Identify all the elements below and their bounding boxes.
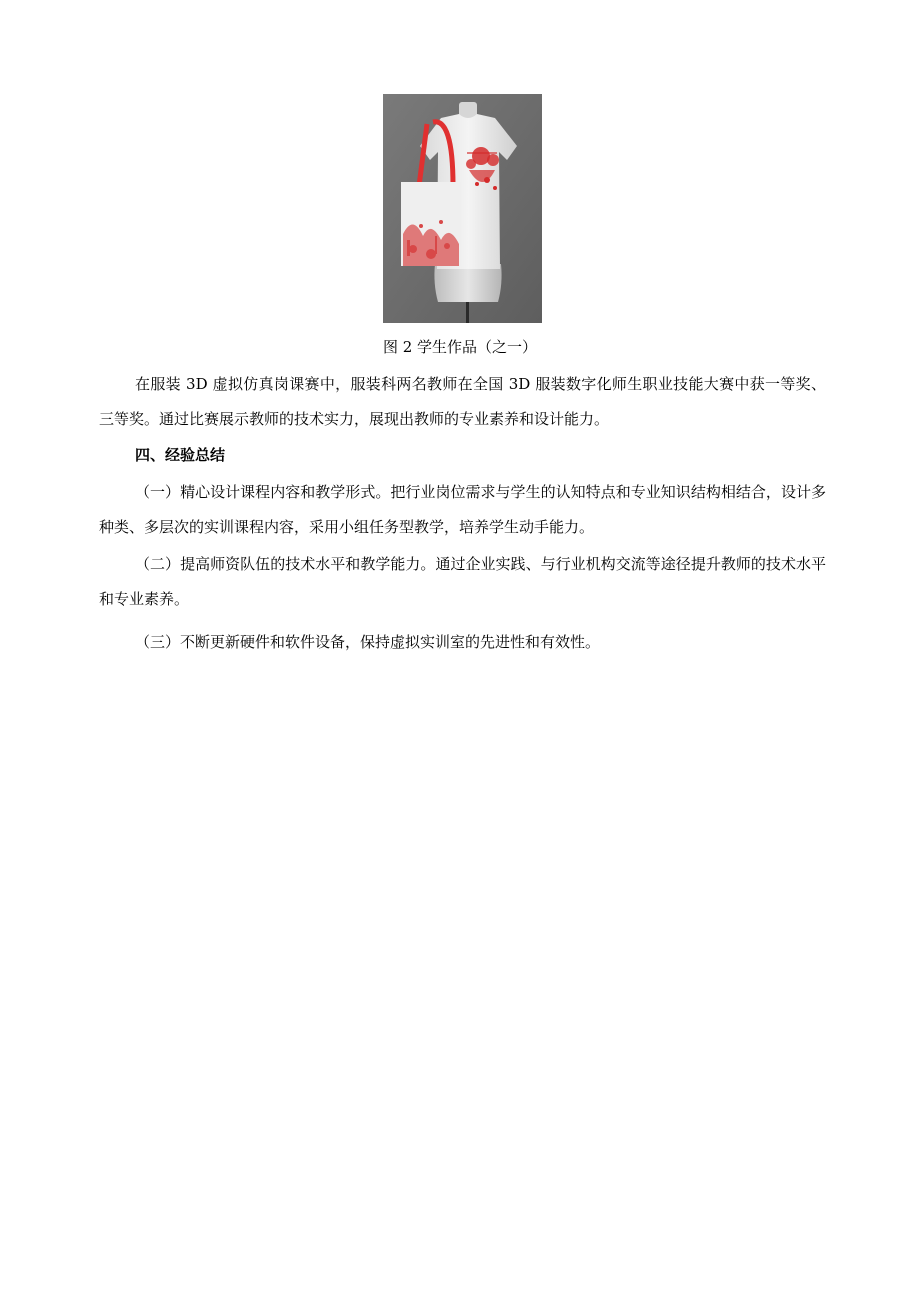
section-heading: 四、经验总结: [135, 446, 226, 464]
figure-caption: 图 2 学生作品（之一）: [382, 338, 538, 356]
body-paragraph: 在服装 3D 虚拟仿真岗课赛中，服装科两名教师在全国 3D 服装数字化师生职业技能大赛中获一等奖、三等奖。通过比赛展示教师的技术实力，展现出教师的专业素养和设计能力。: [99, 375, 826, 428]
student-work-image: [383, 94, 542, 323]
mannequin-tshirt-tote-illustration: [383, 94, 542, 323]
list-item: （二）提高师资队伍的技术水平和教学能力。通过企业实践、与行业机构交流等途径提升教师的技术水平和专业素养。: [99, 555, 826, 608]
list-item: （三）不断更新硬件和软件设备，保持虚拟实训室的先进性和有效性。: [135, 633, 601, 651]
list-item: （一）精心设计课程内容和教学形式。把行业岗位需求与学生的认知特点和专业知识结构相结合，设计多种类、多层次的实训课程内容，采用小组任务型教学，培养学生动手能力。: [99, 483, 826, 536]
